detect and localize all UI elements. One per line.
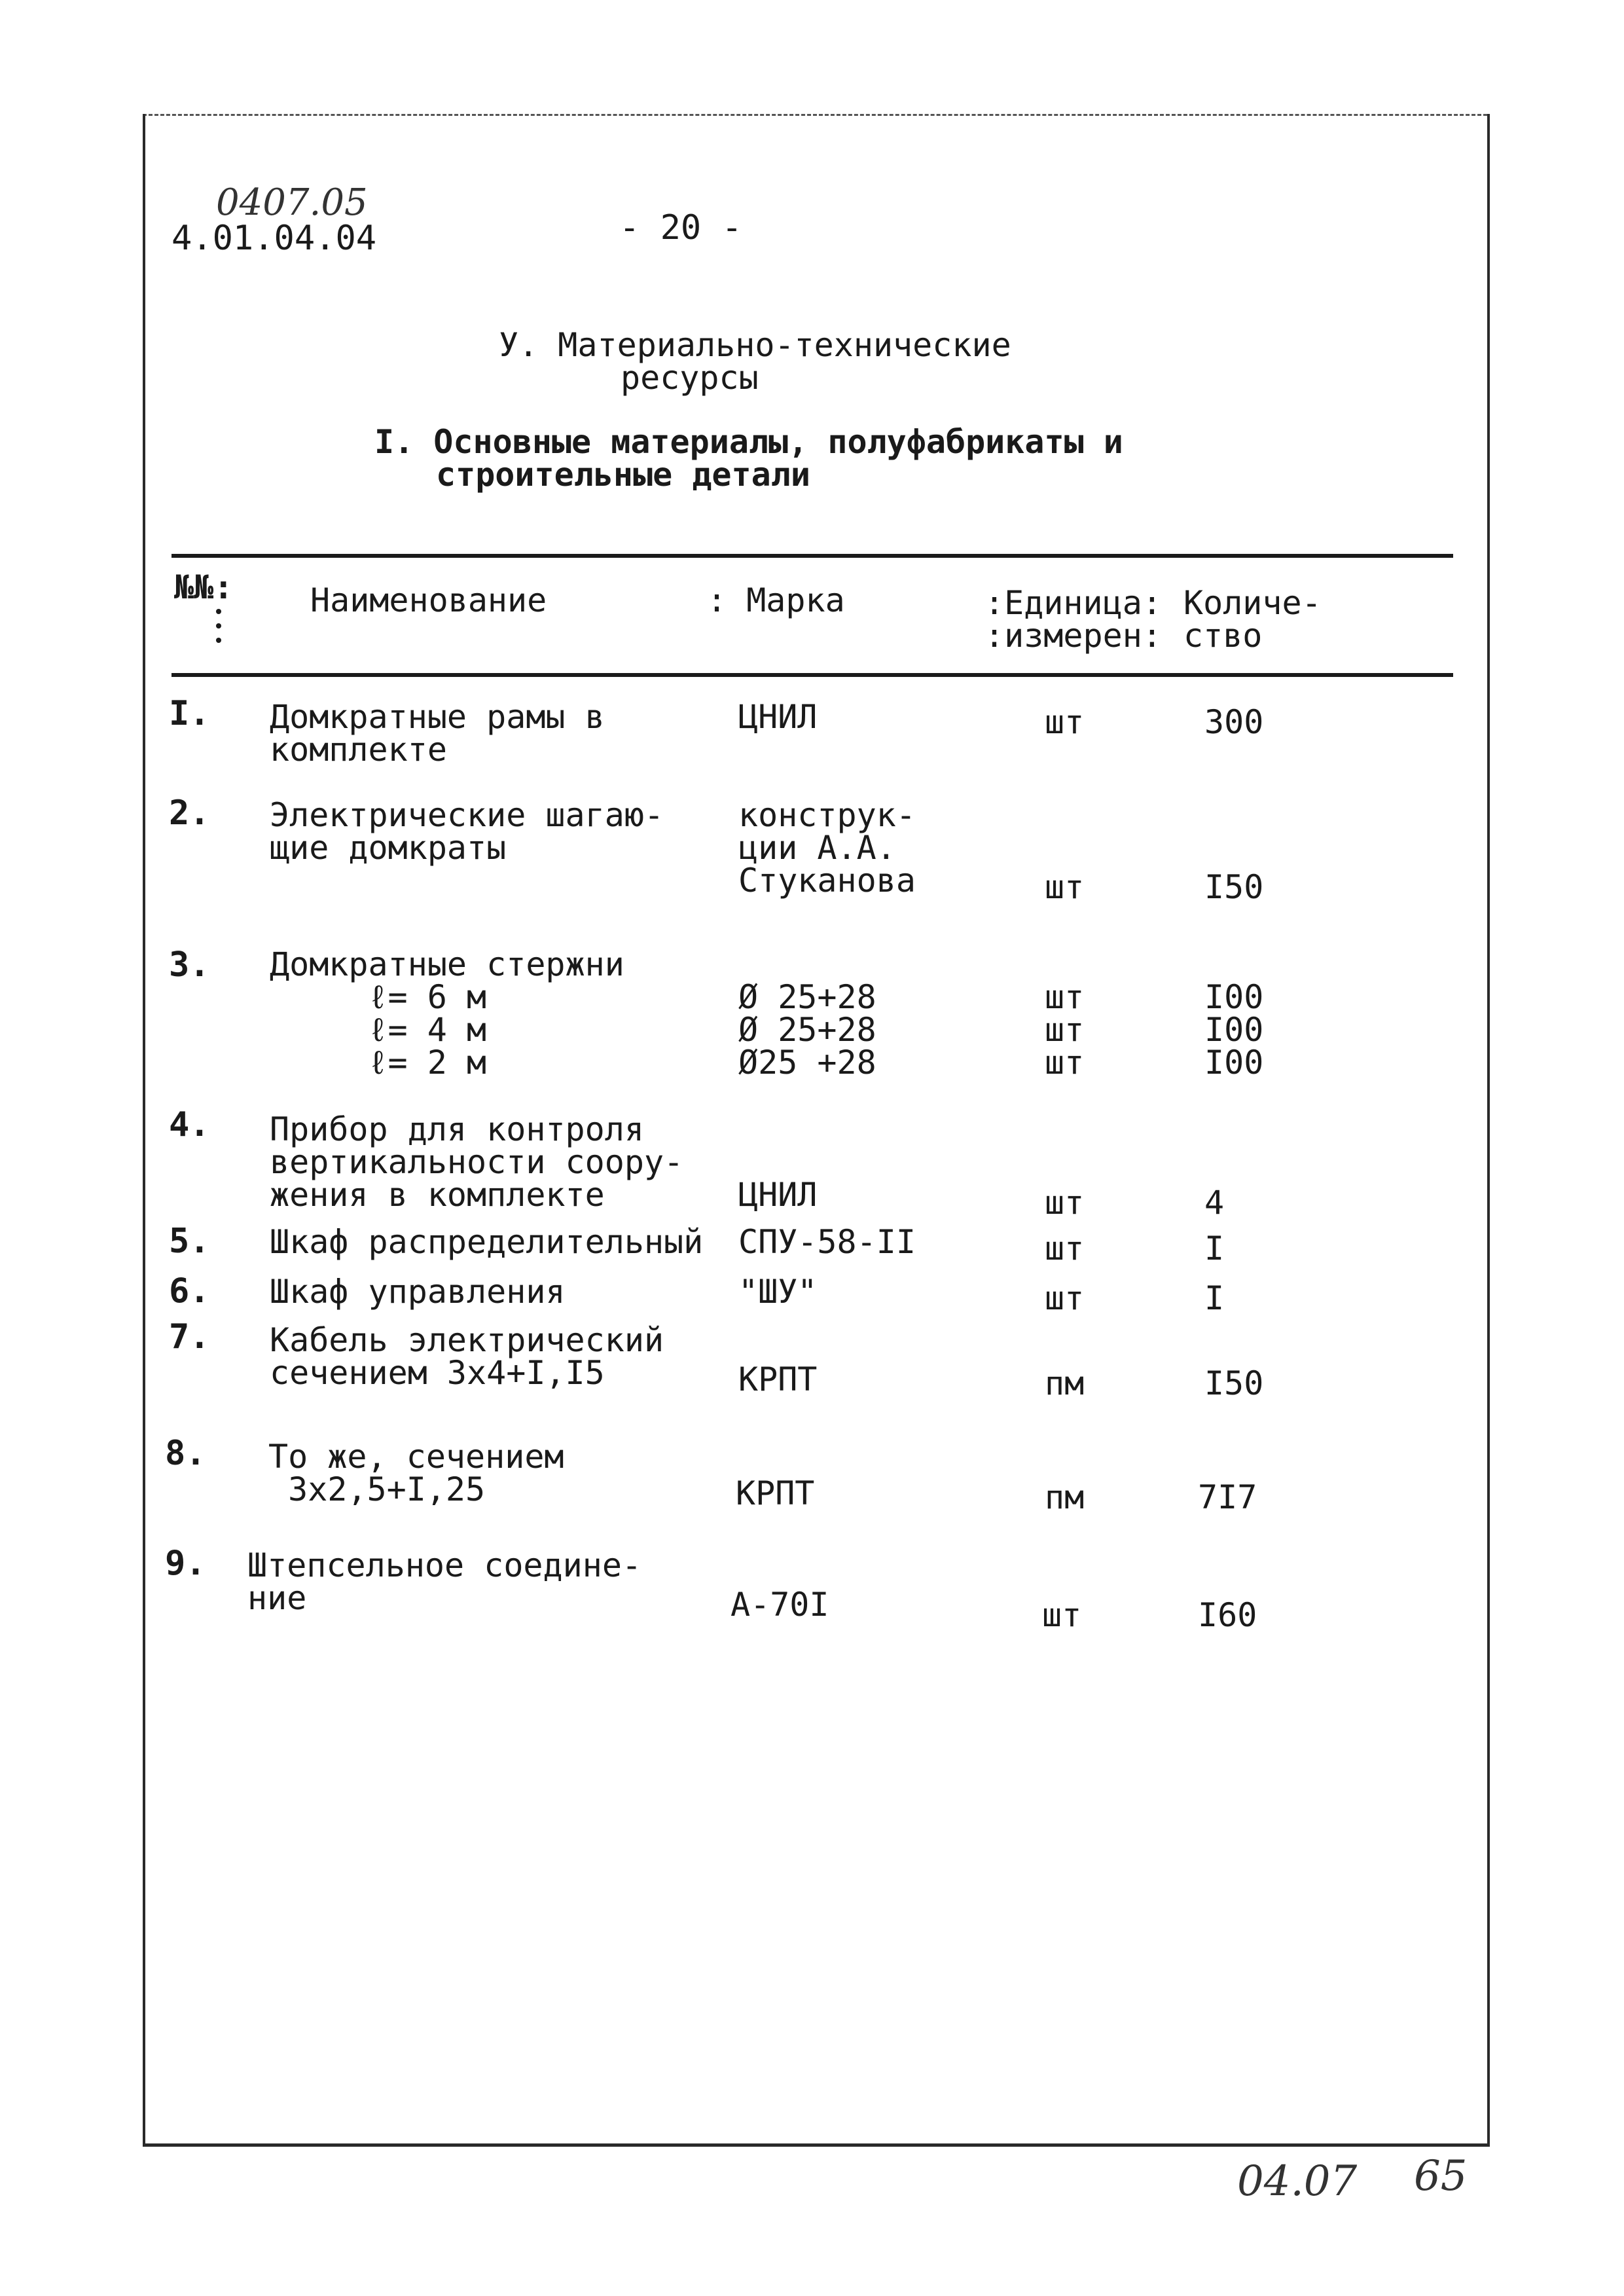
section-subtitle-line1: I. Основные материалы, полуфабрикаты и bbox=[374, 423, 1123, 461]
row-number: 8. bbox=[165, 1434, 206, 1473]
row-name: Кабель электрический сечением 3х4+I,I5 bbox=[270, 1321, 664, 1392]
row-brand: конструк- ции А.А. Стуканова bbox=[738, 796, 916, 900]
row-unit: пм bbox=[1045, 1478, 1085, 1516]
row-name: Электрические шагаю- щие домкраты bbox=[270, 796, 664, 867]
row-brand: Ø 25+28 Ø 25+28 Ø25 +28 bbox=[738, 978, 876, 1082]
row-name: Штепсельное соедине- ние bbox=[247, 1546, 642, 1617]
row-brand: СПУ-58-II bbox=[738, 1223, 916, 1261]
column-header-num: №№: bbox=[174, 568, 234, 606]
row-qty: I50 bbox=[1204, 868, 1264, 906]
table-header-rule bbox=[171, 673, 1453, 677]
handwritten-code: 0407.05 bbox=[216, 181, 368, 224]
row-qty: I bbox=[1204, 1230, 1225, 1267]
row-number: 9. bbox=[165, 1544, 206, 1583]
row-brand: ЦНИЛ bbox=[738, 1176, 818, 1214]
row-number: 6. bbox=[169, 1271, 210, 1311]
row-name: То же, сечением 3х2,5+I,25 bbox=[268, 1438, 564, 1508]
row-number: 3. bbox=[169, 945, 210, 985]
handwritten-sheet-number: 65 bbox=[1414, 2152, 1468, 2200]
handwritten-date: 04.07 bbox=[1237, 2157, 1358, 2206]
column-header-unit: :Единица: :измерен: bbox=[984, 584, 1162, 655]
row-unit: шт bbox=[1045, 1230, 1085, 1267]
row-unit: шт bbox=[1045, 1279, 1085, 1317]
row-unit: шт bbox=[1042, 1596, 1082, 1634]
column-header-name: Наименование bbox=[310, 581, 547, 619]
row-qty: 300 bbox=[1204, 703, 1264, 741]
row-number: 7. bbox=[169, 1317, 210, 1357]
row-qty: I50 bbox=[1204, 1364, 1264, 1402]
row-name: Шкаф распределительный bbox=[270, 1223, 704, 1261]
row-unit: шт bbox=[1045, 868, 1085, 906]
row-unit: шт шт шт bbox=[1045, 978, 1085, 1082]
row-number: 2. bbox=[169, 793, 210, 833]
section-subtitle-line2: строительные детали bbox=[436, 456, 810, 494]
row-name: Шкаф управления bbox=[270, 1273, 566, 1311]
row-qty: 4 bbox=[1204, 1184, 1225, 1222]
column-header-qty: Количе- ство bbox=[1183, 584, 1322, 655]
column-header-brand: : Марка bbox=[707, 581, 845, 619]
row-unit: шт bbox=[1045, 703, 1085, 741]
row-brand: КРПТ bbox=[736, 1474, 815, 1512]
row-number: 5. bbox=[169, 1222, 210, 1261]
row-number: 4. bbox=[169, 1105, 210, 1144]
row-brand: "ШУ" bbox=[738, 1273, 818, 1311]
row-qty: I60 bbox=[1198, 1596, 1257, 1634]
row-unit: пм bbox=[1045, 1364, 1085, 1402]
section-title-line2: ресурсы bbox=[621, 359, 759, 397]
row-name: Домкратные стержни ℓ= 6 м ℓ= 4 м ℓ= 2 м bbox=[270, 945, 624, 1082]
section-title-line1: У. Материально-технические bbox=[499, 326, 1011, 364]
column-separator-dots bbox=[216, 609, 221, 652]
row-unit: шт bbox=[1045, 1184, 1085, 1222]
row-number: I. bbox=[169, 694, 210, 733]
row-qty: I00 I00 I00 bbox=[1204, 978, 1264, 1082]
row-qty: 7I7 bbox=[1198, 1478, 1257, 1516]
doc-code: 4.01.04.04 bbox=[171, 219, 397, 258]
row-brand: А-70I bbox=[731, 1586, 829, 1624]
row-name: Прибор для контроля вертикальности соору- жения в комплекте bbox=[270, 1110, 684, 1214]
row-name: Домкратные рамы в комплекте bbox=[270, 698, 605, 769]
row-brand: ЦНИЛ bbox=[738, 698, 818, 736]
row-qty: I bbox=[1204, 1279, 1225, 1317]
page-number: - 20 - bbox=[619, 208, 742, 247]
table-top-rule bbox=[171, 554, 1453, 558]
row-brand: КРПТ bbox=[738, 1360, 818, 1398]
